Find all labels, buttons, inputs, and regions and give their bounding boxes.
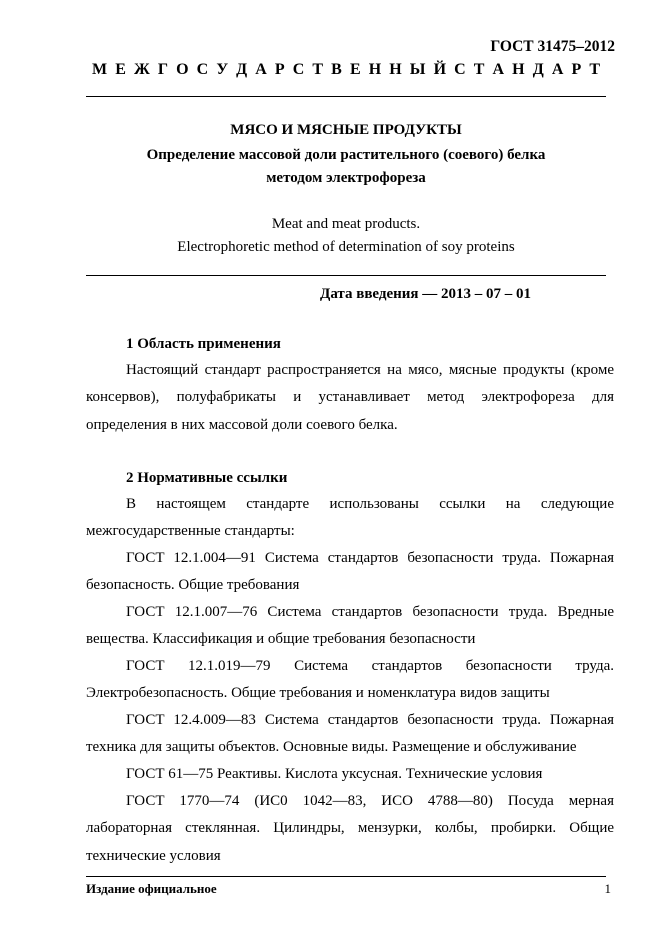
document-title: МЯСО И МЯСНЫЕ ПРОДУКТЫ xyxy=(230,122,462,138)
reference-item: ГОСТ 12.4.009—83 Система стандартов безопасности труда. Пожарная техника для защиты объектов. Основные виды. Размещение и обслуживание xyxy=(86,712,614,756)
document-subtitle-line-2: методом электрофореза xyxy=(266,170,426,186)
reference-item: ГОСТ 61—75 Реактивы. Кислота уксусная. Технические условия xyxy=(126,766,543,782)
document-number: ГОСТ 31475–2012 xyxy=(490,38,615,55)
reference-item: ГОСТ 12.1.019—79 Система стандартов безопасности труда. Электробезопасность. Общие требования и номенклатура видов защиты xyxy=(86,658,614,702)
reference-item: ГОСТ 12.1.004—91 Система стандартов безопасности труда. Пожарная безопасность. Общие требования xyxy=(86,550,614,594)
header-divider xyxy=(86,96,606,97)
page-number: 1 xyxy=(604,881,611,896)
section-1-text: Настоящий стандарт распространяется на мясо, мясные продукты (кроме консервов), полуфабрикаты и устанавливает метод электрофореза для определения в них массовой доли соевого белка. xyxy=(86,362,614,433)
official-edition-label: Издание официальное xyxy=(86,881,217,896)
introduction-date: Дата введения — 2013 – 07 – 01 xyxy=(320,286,532,302)
title-divider xyxy=(86,275,606,276)
reference-item: ГОСТ 12.1.007—76 Система стандартов безопасности труда. Вредные вещества. Классификация и общие требования безопасности xyxy=(86,604,614,648)
section-1-heading: 1 Область применения xyxy=(126,336,281,352)
english-title-line-1: Meat and meat products. xyxy=(271,216,421,232)
document-subtitle-line-1: Определение массовой доли растительного (соевого) белка xyxy=(146,147,546,163)
footer-divider xyxy=(86,876,606,877)
reference-item: ГОСТ 1770—74 (ИС0 1042—83, ИСО 4788—80) Посуда мерная лабораторная стеклянная. Цилиндры, мензурки, колбы, пробирки. Общие технические условия xyxy=(86,793,614,864)
section-2-heading: 2 Нормативные ссылки xyxy=(126,470,288,486)
english-title-line-2: Electrophoretic method of determination of soy proteins xyxy=(177,239,515,255)
section-2-intro: В настоящем стандарте использованы ссылки на следующие межгосударственные стандарты: xyxy=(86,496,614,540)
interstate-standard-heading: М Е Ж Г О С У Д А Р С Т В Е Н Н Ы Й С Т А Н Д А Р Т xyxy=(92,61,600,78)
